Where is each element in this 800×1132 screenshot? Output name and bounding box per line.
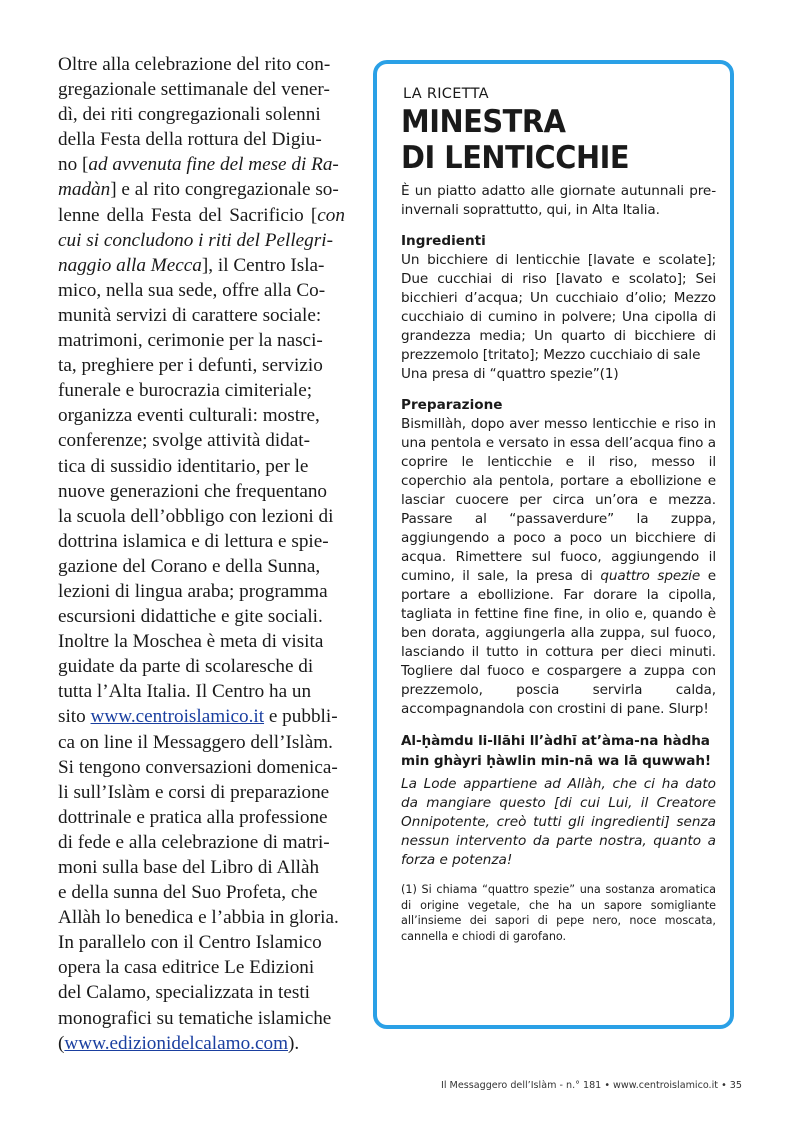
recipe-kicker: LA RICETTA [403,86,489,102]
article-line: dì, dei riti congregazionali solenni [58,104,321,126]
preparation-heading: Preparazione [401,397,503,413]
ingredients-heading: Ingredienti [401,233,486,249]
article-line: ( [58,1032,65,1054]
invocation-translation: La Lode appartiene ad Allàh, che ci ha dato da mangiare questo [di cui Lui, il Creatore Onnipotente, creò tutti gli ingredienti] senza nessun intervento da parte nostra, quanto a forza e potenza! [401,776,716,868]
article-line: dottrina islamica e di lettura e spie- [58,530,329,552]
article-line: funerale e burocrazia cimiteriale; [58,380,313,402]
article-line: del Calamo, specializzata in testi [58,982,311,1004]
article-line: dottrinale e pratica alla professione [58,806,328,828]
article-italic: ad avvenuta fine del mese di Ra- [88,154,339,176]
recipe-title [401,104,694,176]
article-line: mico, nella sua sede, offre alla Co- [58,279,326,301]
article-line: tica di sussidio identitario, per le [58,455,309,477]
article-line: no [ [58,154,89,176]
recipe-title-line: MINESTRA [401,104,566,140]
recipe-content [401,86,716,944]
article-line: lenne della Festa del Sacrificio [ [58,204,318,226]
article-line: Si tengono conversazioni domenica- [58,756,338,778]
article-line: della Festa della rottura del Digiu- [58,129,322,151]
ingredients-last: Una presa di “quattro spezie”(1) [401,366,619,382]
page-footer: Il Messaggero dell’Islàm - n.° 181 • www.centroislamico.it • 35 [441,1080,742,1091]
article-line: opera la casa editrice Le Edizioni [58,957,315,979]
article-line: munità servizi di carattere sociale: [58,304,322,326]
article-line: sito [58,706,91,728]
article-italic: naggio alla Mecca [58,254,202,276]
article-line: gregazionale settimanale del vener- [58,79,330,101]
article-line: conferenze; svolge attività didat- [58,430,310,452]
article-column [58,52,345,1056]
article-line: e della sunna del Suo Profeta, che [58,882,318,904]
article-line: ] e al rito congregazionale so- [110,179,339,201]
article-line: organizza eventi culturali: mostre, [58,405,320,427]
article-line: matrimoni, cerimonie per la nasci- [58,330,323,352]
article-line: di fede e alla celebrazione di matri- [58,831,330,853]
article-line: li sull’Islàm e corsi di preparazione [58,781,330,803]
article-italic: con cui si concludono i riti del Pellegri- [58,204,345,251]
article-line: guidate da parte di scolaresche di [58,656,314,678]
arabic-invocation: Al-ḥàmdu li-llāhi ll’àdhī at’àma-na hàdha min ghàyri ḥàwlin min-nā wa lā quwwah! [401,733,712,769]
article-line: e pubbli- [264,706,338,728]
edizionidelcalamo-link[interactable]: www.edizionidelcalamo.com [64,1032,288,1054]
article-line: Allàh lo benedica e l’abbia in gloria. [58,907,339,929]
recipe-title-line: DI LENTICCHIE [401,140,630,176]
article-line: ca on line il Messaggero dell’Islàm. [58,731,333,753]
preparation-italic: quattro spezie [600,568,701,584]
article-line: tutta l’Alta Italia. Il Centro ha un [58,681,312,703]
preparation-part: Bismillàh, dopo aver messo lenticchie e riso in una pentola e versato in essa dell’acqua fino a coprire le lenticchie e il riso, messo il coperchio ala pentola, portare a ebollizione e lasciar cuocere per circa un’ora e mezza. Passare al “passaverdure” la zuppa, aggiungendo a poco a poco un bicchiere di acqua. Rimettere sul fuoco, aggiungendo il cumino, il sale, la presa di [401,416,716,584]
article-line: monografici su tematiche islamiche [58,1007,332,1029]
article-line: gazione del Corano e della Sunna, [58,555,321,577]
preparation-part: e portare a ebollizione. Far dorare la cipolla, tagliata in fettine fine fine, in olio e, quando è ben dorata, aggiungerla alla zuppa, sul fuoco, lasciando il tutto in cottura per dieci minuti. Togliere dal fuoco e cospargere a zuppa con prezzemolo, poscia servirla calda, accompagnandola con crostini di pane. Slurp! [401,568,716,717]
article-line: In parallelo con il Centro Islamico [58,932,322,954]
article-line: moni sulla base del Libro di Allàh [58,857,320,878]
article-line: lezioni di lingua araba; programma [58,580,328,602]
article-line: nuove generazioni che frequentano [58,480,328,502]
article-line: Inoltre la Moschea è meta di visita [58,631,324,653]
centroislamico-link[interactable]: www.centroislamico.it [90,706,265,728]
article-line: ta, preghiere per i defunti, servizio [58,355,323,377]
article-line: ). [288,1032,300,1054]
article-line: ], il Centro Isla- [201,254,325,276]
article-line: escursioni didattiche e gite sociali. [58,606,323,628]
recipe-footnote: (1) Si chiama “quattro spezie” una sostanza aromatica di origine vegetale, che ha un sapore somigliante all’insieme dei sapori di pepe nero, noce moscata, cannella e chiodi di garofano. [401,883,716,943]
article-paragraph [58,52,345,1056]
ingredients-text [401,251,716,384]
article-line: Oltre alla celebrazione del rito con- [58,54,331,75]
article-line: la scuola dell’obbligo con lezioni di [58,505,334,527]
ingredients-list: Un bicchiere di lenticchie [lavate e scolate]; Due cucchiai di riso [lavato e scolato]; Sei bicchieri d’acqua; Un cucchiaio d’olio; Mezzo cucchiaio di cumino in polvere; Una cipolla di grandezza media; Un quarto di bicchiere di prezzemolo [tritato]; Mezzo cucchiaio di sale [401,252,716,363]
article-italic: madàn [58,179,111,201]
recipe-box [373,60,734,1029]
recipe-intro: È un piatto adatto alle giornate autunnali pre-invernali soprattutto, qui, in Alta Italia. [401,183,716,218]
preparation-text [401,415,716,719]
